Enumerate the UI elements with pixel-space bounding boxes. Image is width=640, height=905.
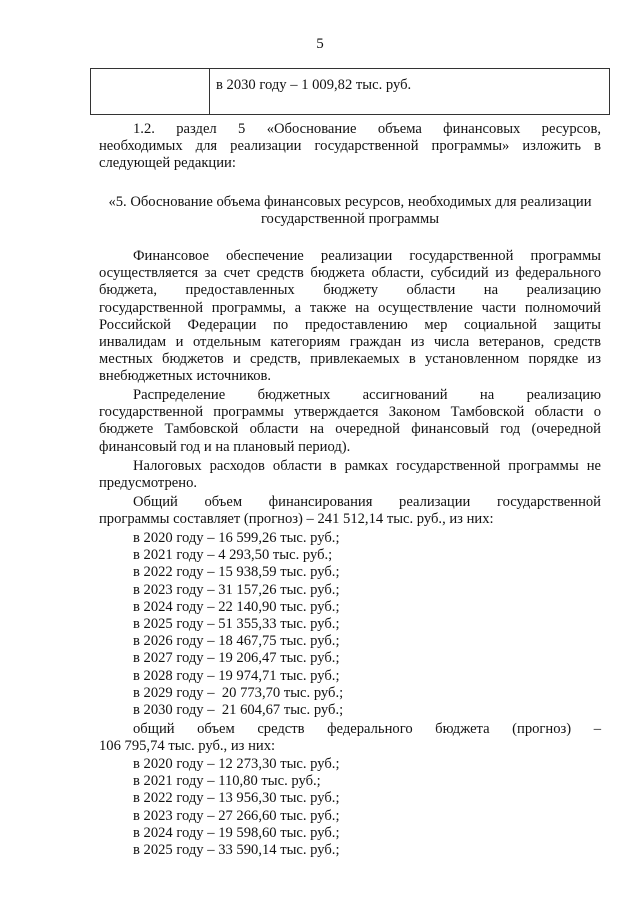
text-line: Российской Федерации по предоставлению мер социальной защиты <box>99 316 601 333</box>
text-line: осуществляется за счет средств бюджета области, субсидий из федерального <box>99 265 601 282</box>
text-line: инвалидам и отдельным категориям граждан из числа ветеранов, средств <box>99 334 601 351</box>
table-empty-cell <box>91 69 210 115</box>
list-item: в 2030 году – 21 604,67 тыс. руб.; <box>133 702 344 719</box>
list-item: в 2025 году – 33 590,14 тыс. руб.; <box>133 842 340 859</box>
intro-line: необходимых для реализации государственной программы» изложить в <box>99 138 601 155</box>
text-line: общий объем средств федерального бюджета (прогноз) – <box>133 721 601 737</box>
text-line: Налоговых расходов области в рамках государственной программы не <box>133 458 601 474</box>
list-item: в 2021 году – 110,80 тыс. руб.; <box>133 773 321 790</box>
list-item: в 2021 году – 4 293,50 тыс. руб.; <box>133 547 333 564</box>
paragraph-financing-sources <box>99 248 601 386</box>
federal-financing-by-year-list <box>133 756 340 859</box>
text-line: программы составляет (прогноз) – 241 512,14 тыс. руб., из них: <box>99 511 494 528</box>
text-line: бюджета, предоставленных бюджету области на реализацию <box>99 282 601 299</box>
section-title-line: «5. Обоснование объема финансовых ресурсов, необходимых для реализации <box>108 194 592 210</box>
text-line: 106 795,74 тыс. руб., из них: <box>99 738 276 755</box>
text-line: государственной программы утверждается Законом Тамбовской области о <box>99 404 601 421</box>
text-line: Общий объем финансирования реализации государственной <box>133 494 601 510</box>
list-item: в 2022 году – 13 956,30 тыс. руб.; <box>133 790 340 807</box>
paragraph-federal-budget <box>99 721 601 755</box>
list-item: в 2028 году – 19 974,71 тыс. руб.; <box>133 667 340 684</box>
list-item: в 2023 году – 27 266,60 тыс. руб.; <box>133 807 340 824</box>
paragraph-budget-allocation <box>99 387 601 456</box>
list-item: в 2020 году – 12 273,30 тыс. руб.; <box>133 756 340 772</box>
text-line: финансовый год и на плановый период). <box>99 438 351 455</box>
list-item: в 2024 году – 22 140,90 тыс. руб.; <box>133 598 340 615</box>
text-line: внебюджетных источников. <box>99 368 272 385</box>
text-line: предусмотрено. <box>99 475 198 492</box>
list-item: в 2023 году – 31 157,26 тыс. руб.; <box>133 581 340 598</box>
text-line: государственной программы, а также на осуществление части полномочий <box>99 299 601 316</box>
total-financing-by-year-list <box>133 530 343 719</box>
list-item: в 2026 году – 18 467,75 тыс. руб.; <box>133 633 340 650</box>
text-line: бюджете Тамбовской области на очередной финансовый год (очередной <box>99 421 601 438</box>
list-item: в 2025 году – 51 355,33 тыс. руб.; <box>133 616 340 633</box>
intro-paragraph <box>99 121 601 173</box>
paragraph-total-financing <box>99 494 601 528</box>
table-cell-text: в 2030 году – 1 009,82 тыс. руб. <box>210 69 610 115</box>
section-title <box>95 194 605 228</box>
text-line: Финансовое обеспечение реализации государственной программы <box>133 248 601 264</box>
list-item: в 2027 году – 19 206,47 тыс. руб.; <box>133 650 340 667</box>
paragraph-tax-expenses <box>99 458 601 492</box>
list-item: в 2024 году – 19 598,60 тыс. руб.; <box>133 824 340 841</box>
text-line: местных бюджетов и средств, привлекаемых в установленном порядке из <box>99 351 601 368</box>
page-number: 5 <box>316 36 324 52</box>
intro-line: следующей редакции: <box>99 155 236 172</box>
continuation-table <box>90 68 610 115</box>
text-line: Распределение бюджетных ассигнований на реализацию <box>133 387 601 403</box>
section-title-line: государственной программы <box>260 211 440 228</box>
list-item: в 2029 году – 20 773,70 тыс. руб.; <box>133 684 344 701</box>
list-item: в 2022 году – 15 938,59 тыс. руб.; <box>133 564 340 581</box>
intro-line: 1.2. раздел 5 «Обоснование объема финансовых ресурсов, <box>133 121 601 137</box>
list-item: в 2020 году – 16 599,26 тыс. руб.; <box>133 530 340 546</box>
